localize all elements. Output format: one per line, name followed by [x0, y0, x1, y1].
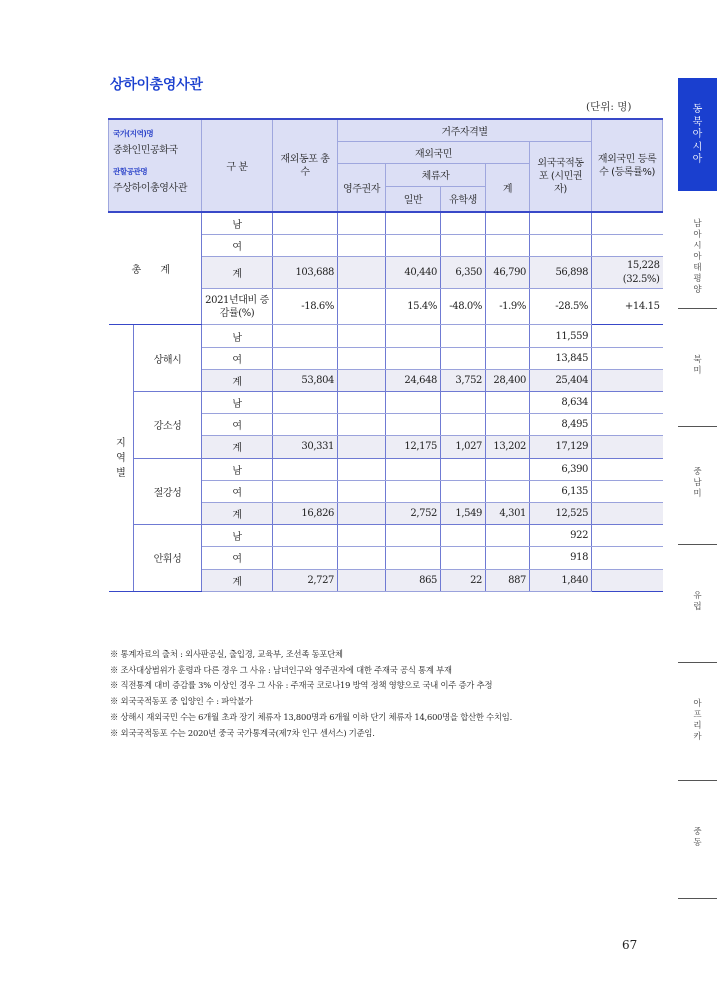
- region-name-jiangsu: 강소성: [134, 392, 202, 459]
- jiangsu-general: 12,175: [386, 436, 441, 458]
- total-sum-permanent: [338, 257, 386, 289]
- shanghai-female-foreign: 13,845: [530, 347, 592, 369]
- footnote: ※ 통계자료의 출처 : 외사판공실, 출입경, 교육부, 조선족 동포단체: [110, 649, 343, 659]
- org-value-country: 중화인민공화국: [113, 145, 178, 156]
- jiangsu-subtotal: 13,202: [486, 436, 530, 458]
- jiangsu-male-foreign: 8,634: [530, 392, 592, 414]
- total-change-registered: +14.15: [592, 289, 663, 325]
- row-label-sum: 계: [202, 502, 273, 524]
- row-label-male: 남: [202, 212, 273, 235]
- row-label-female: 여: [202, 414, 273, 436]
- total-sum-foreign: 56,898: [530, 257, 592, 289]
- row-label-male: 남: [202, 458, 273, 480]
- row-label-female: 여: [202, 235, 273, 257]
- side-tab-north-america[interactable]: [678, 309, 717, 426]
- anhui-subtotal: 887: [486, 569, 530, 591]
- jiangsu-foreign: 17,129: [530, 436, 592, 458]
- footnotes: [110, 647, 512, 741]
- page-number: 67: [622, 938, 638, 952]
- total-sum-registered-rate: (32.5%): [622, 273, 660, 285]
- total-sum-total: 103,688: [273, 257, 338, 289]
- side-tab-label: 유 럽: [693, 591, 702, 612]
- row-label-sum: 계: [202, 369, 273, 391]
- total-sum-subtotal: 46,790: [486, 257, 530, 289]
- shanghai-total: 53,804: [273, 369, 338, 391]
- total-sum-registered: 15,228: [626, 259, 660, 271]
- shanghai-male-foreign: 11,559: [530, 325, 592, 347]
- row-label-male: 남: [202, 525, 273, 547]
- footnote: ※ 외국국적동포 수는 2020년 중국 국가통계국(제7차 인구 센서스) 기준임.: [110, 727, 375, 738]
- anhui-foreign: 1,840: [530, 569, 592, 591]
- org-value-mission: 주상하이총영사관: [113, 183, 188, 194]
- zhejiang-student: 1,549: [441, 502, 486, 524]
- anhui-general: 865: [386, 569, 441, 591]
- side-tab-northeast-asia[interactable]: [678, 78, 717, 191]
- row-label-change: 2021년대비 증감률(%): [202, 289, 273, 325]
- total-change-permanent: [338, 289, 386, 325]
- zhejiang-total: 16,826: [273, 502, 338, 524]
- side-tab-label: 북 미: [693, 355, 702, 376]
- foreign-national-header: 외국국적동포 (시민권자): [530, 142, 592, 212]
- org-key-mission: 관할공관명: [113, 167, 148, 176]
- category-header: 구 분: [202, 119, 273, 212]
- anhui-male-foreign: 922: [530, 525, 592, 547]
- region-name-anhui: 안휘성: [134, 525, 202, 592]
- total-sum-student: 6,350: [441, 257, 486, 289]
- row-label-sum: 계: [202, 569, 273, 591]
- zhejiang-female-foreign: 6,135: [530, 480, 592, 502]
- page-title: 상하이총영사관: [110, 77, 203, 93]
- overseas-nationals-header: 재외국민: [338, 142, 530, 164]
- region-name-zhejiang: 절강성: [134, 458, 202, 525]
- jiangsu-student: 1,027: [441, 436, 486, 458]
- anhui-student: 22: [441, 569, 486, 591]
- side-tab-africa[interactable]: [678, 663, 717, 780]
- row-label-female: 여: [202, 347, 273, 369]
- org-header: [109, 119, 202, 212]
- side-tab-label: 동 북 아 시 아: [692, 104, 703, 165]
- side-tab-label: 남 아 시 아 태 평 양: [693, 219, 702, 295]
- side-tab-label: 아 프 리 카: [693, 699, 702, 742]
- total-change-general: 15.4%: [386, 289, 441, 325]
- row-label-female: 여: [202, 547, 273, 569]
- shanghai-subtotal: 28,400: [486, 369, 530, 391]
- zhejiang-subtotal: 4,301: [486, 502, 530, 524]
- side-tab-bar: [678, 78, 717, 899]
- total-header: 재외동포 총수: [273, 119, 338, 212]
- total-change-total: -18.6%: [273, 289, 338, 325]
- jiangsu-female-foreign: 8,495: [530, 414, 592, 436]
- general-header: 일반: [386, 186, 441, 212]
- zhejiang-male-foreign: 6,390: [530, 458, 592, 480]
- row-label-sum: 계: [202, 436, 273, 458]
- region-section-label: 지역별: [109, 325, 134, 591]
- footnote: ※ 외국국적동포 중 입양인 수 : 파악불가: [110, 696, 253, 707]
- side-tab-south-asia-pacific[interactable]: [678, 191, 717, 308]
- org-key-country: 국가(지역)명: [113, 129, 154, 138]
- side-tab-middle-east[interactable]: [678, 781, 717, 898]
- footnote: ※ 직전통계 대비 증감률 3% 이상인 경우 그 사유 : 주재국 코로나19 방역 정책 영향으로 국내 이주 증가 추정: [110, 680, 493, 691]
- shanghai-general: 24,648: [386, 369, 441, 391]
- statistics-table: [108, 118, 663, 592]
- row-label-male: 남: [202, 325, 273, 347]
- side-tab-label: 중 남 미: [693, 467, 702, 499]
- shanghai-student: 3,752: [441, 369, 486, 391]
- side-tab-divider: [678, 898, 717, 899]
- registered-header: 재외국민 등록수 (등록률%): [592, 119, 663, 212]
- total-sum-general: 40,440: [386, 257, 441, 289]
- permanent-header: 영주권자: [338, 164, 386, 212]
- total-change-student: -48.0%: [441, 289, 486, 325]
- student-header: 유학생: [441, 186, 486, 212]
- zhejiang-foreign: 12,525: [530, 502, 592, 524]
- side-tab-label: 중 동: [693, 827, 702, 848]
- footnote: ※ 상해시 재외국민 수는 6개월 초과 장기 체류자 13,800명과 6개월 이하 단기 체류자 14,600명을 합산한 수치임.: [110, 711, 513, 722]
- total-sum-registered-cell: [592, 257, 663, 289]
- total-change-foreign: -28.5%: [530, 289, 592, 325]
- row-label-female: 여: [202, 480, 273, 502]
- total-change-subtotal: -1.9%: [486, 289, 530, 325]
- row-label-sum: 계: [202, 257, 273, 289]
- sojourner-header: 체류자: [386, 164, 486, 186]
- jiangsu-total: 30,331: [273, 436, 338, 458]
- unit-label: (단위: 명): [586, 101, 632, 113]
- footnote: ※ 조사대상범위가 훈령과 다른 경우 그 사유 : 남녀인구와 영주권자에 대한 주재국 공식 통계 부재: [110, 664, 452, 675]
- subtotal-header: 계: [486, 164, 530, 212]
- anhui-female-foreign: 918: [530, 547, 592, 569]
- row-label-male: 남: [202, 392, 273, 414]
- shanghai-foreign: 25,404: [530, 369, 592, 391]
- side-tab-latin-america[interactable]: [678, 427, 717, 544]
- total-section-label: 총 계: [109, 212, 202, 325]
- zhejiang-general: 2,752: [386, 502, 441, 524]
- residency-group-header: 거주자격별: [338, 119, 592, 142]
- region-name-shanghai: 상해시: [134, 325, 202, 392]
- side-tab-europe[interactable]: [678, 545, 717, 662]
- anhui-total: 2,727: [273, 569, 338, 591]
